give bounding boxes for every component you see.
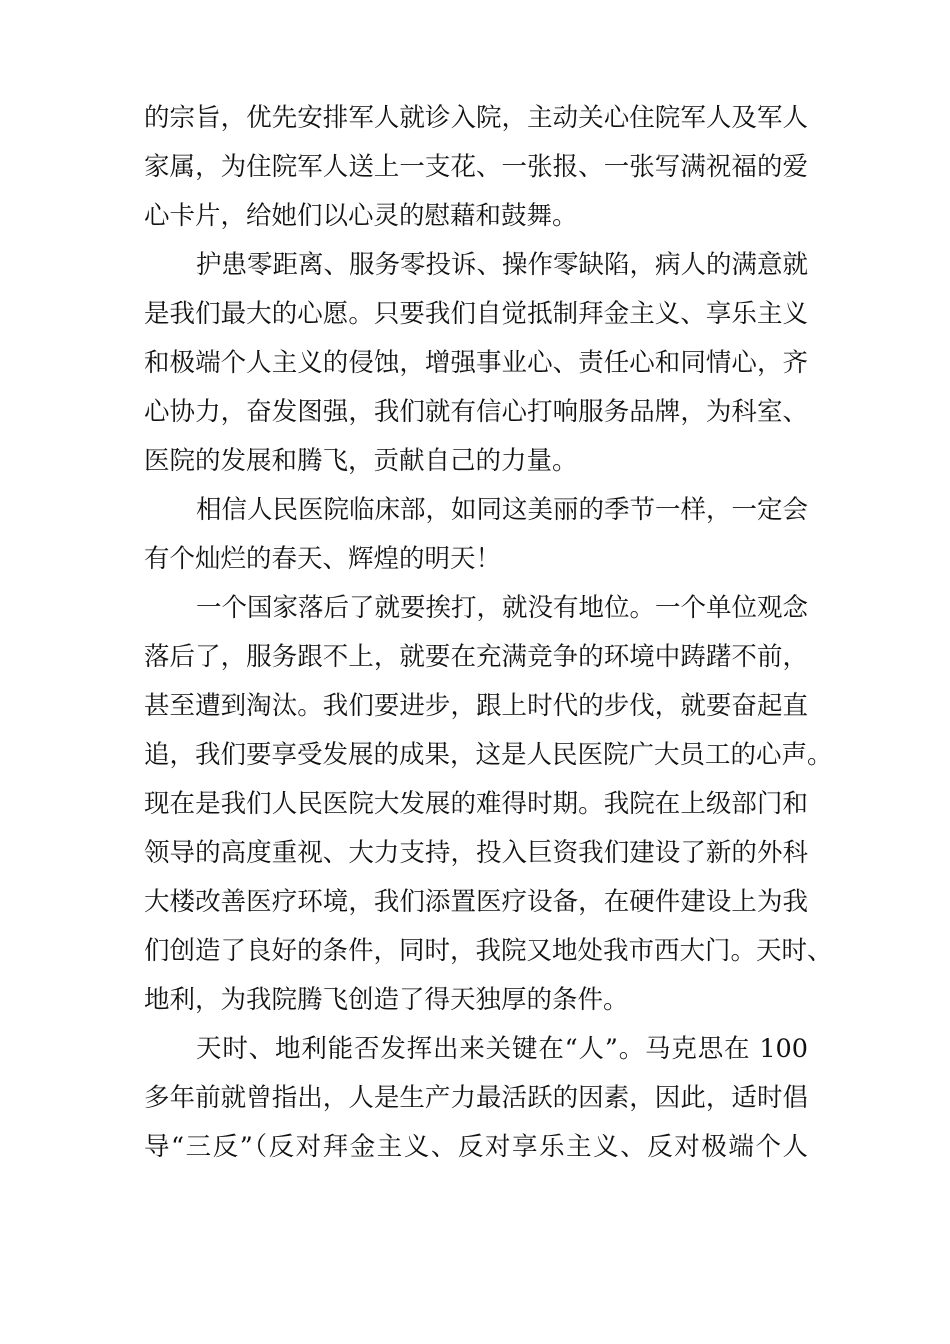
paragraph-first-line: 一个国家落后了就要挨打，就没有地位。一个单位观念: [196, 593, 809, 623]
text-line: 甚至遭到淘汰。我们要进步，跟上时代的步伐，就要奋起直: [144, 691, 808, 721]
text-line: 们创造了良好的条件，同时，我院又地处我市西大门。天时、: [144, 936, 833, 966]
document-page: [144, 94, 833, 1172]
paragraph-first-line: 天时、地利能否发挥出来关键在“人”。马克思在 100: [196, 1034, 808, 1064]
text-line: 有个灿烂的春天、辉煌的明天！: [144, 544, 502, 574]
text-line: 大楼改善医疗环境，我们添置医疗设备，在硬件建设上为我: [144, 887, 808, 917]
text-line: 地利，为我院腾飞创造了得天独厚的条件。: [144, 985, 629, 1015]
text-line: 心卡片，给她们以心灵的慰藉和鼓舞。: [144, 201, 578, 231]
paragraph-first-line: 相信人民医院临床部，如同这美丽的季节一样，一定会: [196, 495, 809, 525]
text-line: 家属，为住院军人送上一支花、一张报、一张写满祝福的爱: [144, 152, 808, 182]
text-line: 心协力，奋发图强，我们就有信心打响服务品牌，为科室、: [144, 397, 808, 427]
text-line: 现在是我们人民医院大发展的难得时期。我院在上级部门和: [144, 789, 808, 819]
text-line: 的宗旨，优先安排军人就诊入院，主动关心住院军人及军人: [144, 103, 808, 133]
text-line: 和极端个人主义的侵蚀，增强事业心、责任心和同情心，齐: [144, 348, 808, 378]
text-line: 追，我们要享受发展的成果，这是人民医院广大员工的心声。: [144, 740, 833, 770]
text-line: 领导的高度重视、大力支持，投入巨资我们建设了新的外科: [144, 838, 808, 868]
text-line: 多年前就曾指出，人是生产力最活跃的因素，因此，适时倡: [144, 1083, 808, 1113]
text-line: 导“三反”（反对拜金主义、反对享乐主义、反对极端个人: [144, 1132, 808, 1162]
text-line: 是我们最大的心愿。只要我们自觉抵制拜金主义、享乐主义: [144, 299, 808, 329]
paragraph-first-line: 护患零距离、服务零投诉、操作零缺陷，病人的满意就: [196, 250, 809, 280]
text-line: 落后了，服务跟不上，就要在充满竞争的环境中踌躇不前，: [144, 642, 808, 672]
text-line: 医院的发展和腾飞，贡献自己的力量。: [144, 446, 578, 476]
